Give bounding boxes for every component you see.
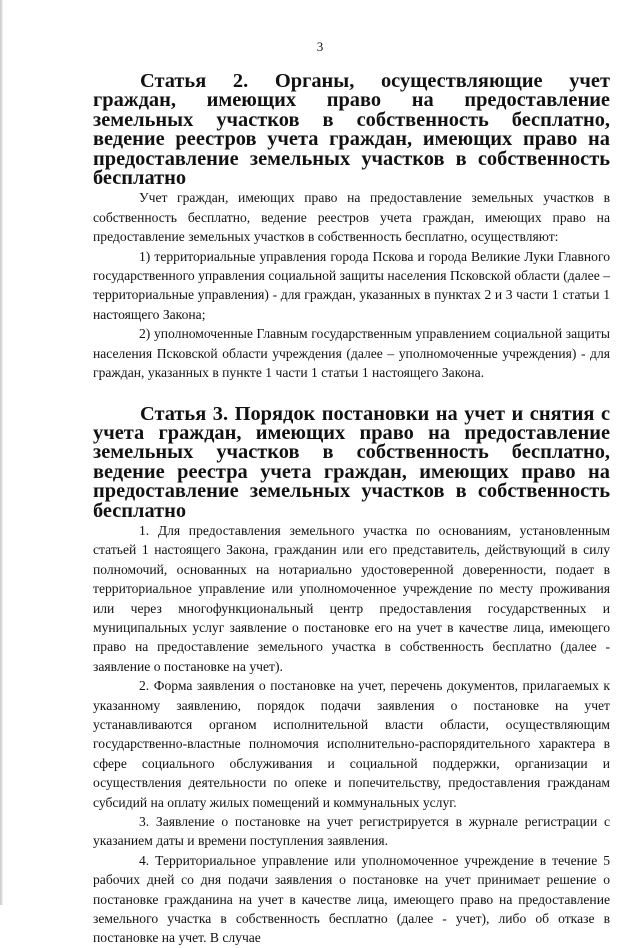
article-3-heading bbox=[93, 402, 610, 522]
article-2-item-2: 2) уполномоченные Главным государственным управлением социальной защиты населения Псковской области учреждения (далее – уполномоченные учреждения) - для граждан, указанных в пункте 1 части 1 статьи 1 настоящего Закона. bbox=[93, 326, 610, 381]
document-body bbox=[93, 72, 610, 948]
scan-edge bbox=[0, 0, 3, 905]
article-3-paragraph-2: 2. Форма заявления о постановке на учет, перечень документов, прилагаемых к указанному заявлению, порядок подачи заявления о постановке на учет устанавливаются органом исполнительной власти области, осуществляющим государственно-властные полномочия исполнительно-распорядительного характера в сфере социального обслуживания и социальной поддержки, организации и осуществления деятельности по опеке и попечительству, предоставления гражданам субсидий на оплату жилых помещений и коммунальных услуг. bbox=[93, 678, 610, 810]
page-number: 3 bbox=[316, 39, 324, 54]
section-gap bbox=[93, 383, 610, 405]
article-2-intro: Учет граждан, имеющих право на предоставление земельных участков в собственность бесплатно, ведение реестров учета граждан, имеющих право на предоставление земельных участков в собственность бесплатно, осуществляют: bbox=[93, 190, 610, 245]
article-2-heading bbox=[93, 72, 610, 188]
article-3-paragraph-1: 1. Для предоставления земельного участка по основаниям, установленным статьей 1 настоящего Закона, гражданин или его представитель, действующий в силу полномочий, основанных на нотариально удостоверенной доверенности, подает в территориальное управление или уполномоченное учреждение по месту проживания или через многофункциональный центр предоставления государственных и муниципальных услуг заявление о постановке его на учет в качестве лица, имеющего право на предоставление земельного участка в собственность бесплатно (далее - заявление о постановке на учет). bbox=[93, 522, 610, 674]
article-3-heading-text: Статья 3. Порядок постановки на учет и снятия с учета граждан, имеющих право на предоставление земельных участков в собственность бесплатно, ведение реестра учета граждан, имеющих право на предоставление земельных участков в собственность бесплатно bbox=[93, 402, 610, 522]
article-2-item-1: 1) территориальные управления города Пскова и города Великие Луки Главного государственного управления социальной защиты населения Псковской области (далее – территориальные управления) - для граждан, указанных в пунктах 2 и 3 части 1 статьи 1 настоящего Закона; bbox=[93, 248, 610, 322]
article-3-paragraph-3: 3. Заявление о постановке на учет регистрируется в журнале регистрации с указанием даты и времени поступления заявления. bbox=[93, 814, 610, 849]
article-3-paragraph-4: 4. Территориальное управление или уполномоченное учреждение в течение 5 рабочих дней со дня подачи заявления о постановке на учет принимает решение о постановке гражданина на учет в качестве лица, имеющего право на предоставление земельного участка в собственность бесплатно (далее - учет), либо об отказе в постановке на учет. В случае bbox=[93, 852, 610, 946]
article-2-heading-text: Статья 2. Органы, осуществляющие учет граждан, имеющих право на предоставление земельных участков в собственность бесплатно, ведение реестров учета граждан, имеющих право на предоставление земельных участков в собственность бесплатно bbox=[93, 70, 610, 190]
